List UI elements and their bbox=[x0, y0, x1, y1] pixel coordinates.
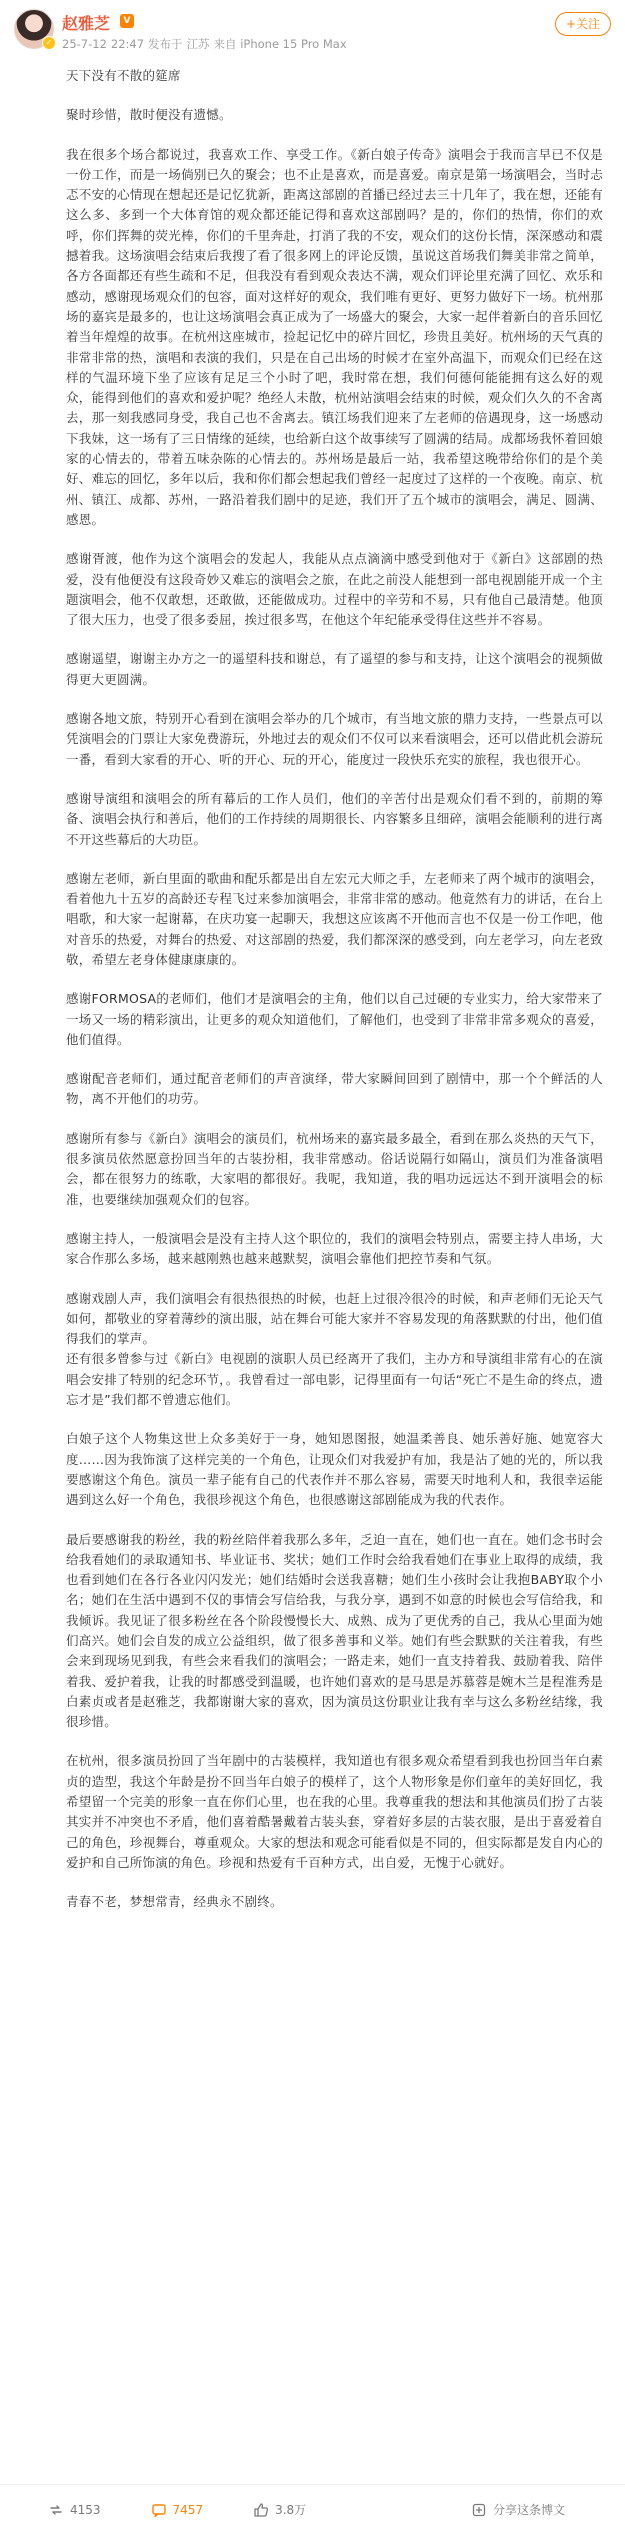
post-paragraph: 感谢戏剧人声，我们演唱会有很热很热的时候，也赶上过很冷很冷的时候，和声老师们无论天气如何，都敬业的穿着薄纱的演出服，站在舞台可能大家并不容易发现的角落默默的付出，他们值得我们的掌声。 bbox=[66, 1290, 603, 1347]
post-paragraph: 在杭州，很多演员扮回了当年剧中的古装模样，我知道也有很多观众希望看到我也扮回当年白素贞的造型，我这个年龄是扮不回当年白娘子的模样了，这个人物形象是你们童年的美好回忆，我希望留一个完美的形象一直在你们心里，也在我的心里。我尊重我的想法和其他演员们扮了古装其实并不冲突也不矛盾，他们喜着酷暑戴着古装头套，穿着好多层的古装衣服，是出于喜爱着自己的角色，珍视舞台，尊重观众。大家的想法和观念可能看似是不同的，但实际都是发自内心的爱护和自己所饰演的角色。珍视和热爱有千百种方式，出自爱，无愧于心就好。 bbox=[66, 1753, 603, 1870]
post-paragraph: 聚时珍惜，散时便没有遗憾。 bbox=[66, 107, 232, 123]
post-paragraph: 最后要感谢我的粉丝，我的粉丝陪伴着我那么多年，乏迫一直在，她们也一直在。她们念书时会给我看她们的录取通知书、毕业证书、奖状；她们工作时会给我看她们在事业上取得的成绩，我也看到她们在各行各业闪闪发光；她们结婚时会送我喜糖；她们生小孩时会让我抱BABY取个小名；她们在生活中遇到不仅的事情会写信给我，与我分享，遇到不如意的时候也会写信给我，和我倾诉。我见证了很多粉丝在各个阶段慢慢长大、成熟、成为了更优秀的自己，我从心里面为她们高兴。她们会自发的成立公益组织，做了很多善事和义举。她们有些会默默的关注着我，有些会来到现场见到我，有些会来看我们的演唱会；一路走来，她们一直支持着我、鼓励着我、陪伴着我、爱护着我，让我的时都感受到温暖，也许她们喜欢的是马思是苏慕蓉是婉木兰是程淮秀是白素贞或者是赵雅芝，我都谢谢大家的喜欢，因为演员这份职业让我有幸与这么多粉丝结缘，我很珍惜。 bbox=[66, 1531, 603, 1730]
post-time: 22:47 bbox=[110, 37, 145, 51]
post-paragraph: 感谢配音老师们，通过配音老师们的声音演绎，带大家瞬间回到了剧情中，那一个个鲜活的人物，离不开他们的功劳。 bbox=[66, 1071, 603, 1107]
post-paragraph: 感谢导演组和演唱会的所有幕后的工作人员们，他们的辛苦付出是观众们看不到的，前期的筹备、演唱会执行和善后，他们的工作持续的周期很长、内容繁多且细碎，演唱会能顺利的进行离不开这些幕后的大功臣。 bbox=[66, 790, 603, 847]
post-paragraph: 感谢左老师，新白里面的歌曲和配乐都是出自左宏元大师之手，左老师来了两个城市的演唱会，看着他九十五岁的高龄还专程飞过来参加演唱会，非常非常的感动。他竟然有力的讲话，在台上唱歌，和大家一起谢幕，在庆功宴一起聊天，我想这应该离不开他而言也不仅是一份工作吧，他对音乐的热爱，对舞台的热爱、对这部剧的热爱，我们都深深的感受到，向左老学习，向左老致敬，希望左老身体健康康康的。 bbox=[66, 870, 603, 967]
post-sent-from: 发布于 bbox=[148, 37, 183, 51]
post-content bbox=[0, 66, 625, 1913]
repost-count: 4153 bbox=[70, 2502, 101, 2517]
post-meta bbox=[62, 36, 351, 52]
repost-button[interactable] bbox=[48, 2502, 101, 2518]
post-device: 来自 iPhone 15 Pro Max bbox=[213, 37, 347, 51]
author-name[interactable]: 赵雅芝 bbox=[62, 14, 111, 33]
share-icon bbox=[471, 2502, 487, 2518]
like-button[interactable] bbox=[253, 2501, 306, 2518]
vip-icon: V bbox=[120, 14, 134, 28]
post-paragraph: 我在很多个场合都说过，我喜欢工作、享受工作。《新白娘子传奇》演唱会于我而言早已不仅是一份工作，而是一场倘别已久的聚会；也不止是喜欢，而是喜爱。南京是第一场演唱会，当时忐忑不安的心情现在想起还是记忆犹新，距离这部剧的首播已经过去三十几年了，我在想，还能有这么多、多到一个大体育馆的观众都还能记得和喜欢这部剧吗？是的，你们的热情，你们的欢呼，你们挥舞的荧光棒，你们的千里奔赴，打消了我的不安，观众们的这份长情，深深感动和震撼着我。这场演唱会结束后我搜了看了很多网上的评论反馈，虽说这首场我们舞美非常之简单，各方各面都还有些生疏和不足，但我没有看到观众表达不满，观众们评论里充满了回忆、欢乐和感动，感谢现场观众们的包容，面对这样好的观众，我们唯有更好、更努力做好下一场。杭州那场的嘉宾是最多的，也让这场演唱会真正成为了一场盛大的聚会，大家一起伴着新白的音乐回忆着当年煌煌的故事。在杭州这座城市，捡起记忆中的碎片回忆，珍贵且美好。杭州场的天气真的非常非常的热，演唱和表演的我们，只是在自己出场的时候才在室外高温下，而观众们已经在这样的气温环境下坐了应该有足足三个小时了吧，我时常在想，我们何德何能能拥有这么好的观众，能得到他们的喜欢和爱护呢？绝经人未散，杭州站演唱会结束的时候，观众们久久的不舍离去，那一刻我感同身受，我自己也不舍离去。镇江场我们迎来了左老师的倍遇现身，这一场感动下我妹，这一场有了三日情缘的延续，也给新白这个故事续写了圆满的结局。成都场我怀着回娘家的心情去的，带着五味杂陈的心情去的。苏州场是最后一站，我希望这晚带给你们的是个美好、难忘的回忆，多年以后，我和你们都会想起我们曾经一起度过了这样的一个夜晚。南京、杭州、镇江、成都、苏州，一路沿着我们剧中的足迹，我们开了五个城市的演唱会，满足、圆满、感恩。 bbox=[66, 146, 603, 527]
post-header bbox=[0, 0, 625, 66]
share-post-button[interactable] bbox=[471, 2501, 565, 2518]
post-paragraph: 青春不老，梦想常青，经典永不剧终。 bbox=[66, 1894, 283, 1910]
post-date: 25-7-12 bbox=[62, 37, 107, 51]
verified-icon: ✓ bbox=[42, 36, 56, 50]
post-paragraph: 白娘子这个人物集这世上众多美好于一身，她知恩图报，她温柔善良、她乐善好施、她宽容大度……因为我饰演了这样完美的一个角色，让现众们对我爱护有加，我是沾了她的光的，所以我要感谢这个角色。演员一辈子能有自己的代表作并不那么容易，需要天时地利人和，我很幸运能遇到这么好一个角色，我很珍视这个角色，也很感谢这部剧能成为我的代表作。 bbox=[66, 1431, 603, 1508]
post-paragraph: 感谢胥渡，他作为这个演唱会的发起人，我能从点点滴滴中感受到他对于《新白》这部剧的热爱，没有他便没有这段奇妙又难忘的演唱会之旅，在此之前没人能想到一部电视剧能开成一个主题演唱会，他不仅敢想，还敢做，还能做成功。过程中的辛劳和不易，只有他自己最清楚。他顶了很大压力，也受了很多委屈，挨过很多骂，在他这个年纪能承受得住这些并不容易。 bbox=[66, 551, 603, 628]
comment-button[interactable] bbox=[151, 2502, 204, 2518]
post-paragraph: 感谢各地文旅，特别开心看到在演唱会举办的几个城市，有当地文旅的鼎力支持，一些景点可以凭演唱会的门票让大家免费游玩，外地过去的观众们不仅可以来看演唱会，还可以借此机会游玩一番，看到大家看的开心、听的开心、玩的开心，能度过一段快乐充实的旅程，我也很开心。 bbox=[66, 711, 603, 767]
post-location: 江苏 bbox=[186, 37, 210, 51]
comment-count: 7457 bbox=[172, 2502, 204, 2517]
like-icon bbox=[253, 2502, 269, 2518]
follow-button[interactable]: +关注 bbox=[555, 12, 611, 36]
post-paragraph: 感谢所有参与《新白》演唱会的演员们，杭州场来的嘉宾最多最全，看到在那么炎热的天气下，很多演员依然愿意扮回当年的古装扮相，我非常感动。俗话说隔行如隔山，演员们为准备演唱会，都在很努力的练歌，大家唱的都很好。我呢，我知道，我的唱功远远达不到开演唱会的标准，也要继续加强观众们的包容。 bbox=[66, 1130, 603, 1207]
comment-icon bbox=[151, 2502, 167, 2518]
post-paragraph: 天下没有不散的筵席 bbox=[66, 68, 181, 83]
action-bar bbox=[0, 2484, 625, 2534]
post-paragraph: 感谢FORMOSA的老师们，他们才是演唱会的主角，他们以自己过硬的专业实力，给大家带来了一场又一场的精彩演出，让更多的观众知道他们，了解他们，也受到了非常非常多观众的喜爱，他们值得。 bbox=[66, 991, 603, 1047]
share-post-label: 分享这条博文 bbox=[492, 2503, 565, 2517]
repost-icon bbox=[48, 2502, 64, 2518]
post-paragraph: 感谢遥望，谢谢主办方之一的遥望科技和谢总，有了遥望的参与和支持，让这个演唱会的视频做得更大更圆满。 bbox=[66, 651, 603, 687]
like-count: 3.8万 bbox=[275, 2503, 307, 2517]
post-paragraph: 还有很多曾参与过《新白》电视剧的演职人员已经离开了我们，主办方和导演组非常有心的在演唱会安排了特别的纪念环节，。我曾看过一部电影，记得里面有一句话“死亡不是生命的终点，遗忘才是”我们都不曾遗忘他们。 bbox=[66, 1351, 603, 1408]
post-paragraph: 感谢主持人，一般演唱会是没有主持人这个职位的，我们的演唱会特别点，需要主持人串场，大家合作那么多场，越来越刚熟也越来越默契，演唱会靠他们把控节奏和气氛。 bbox=[66, 1230, 603, 1267]
